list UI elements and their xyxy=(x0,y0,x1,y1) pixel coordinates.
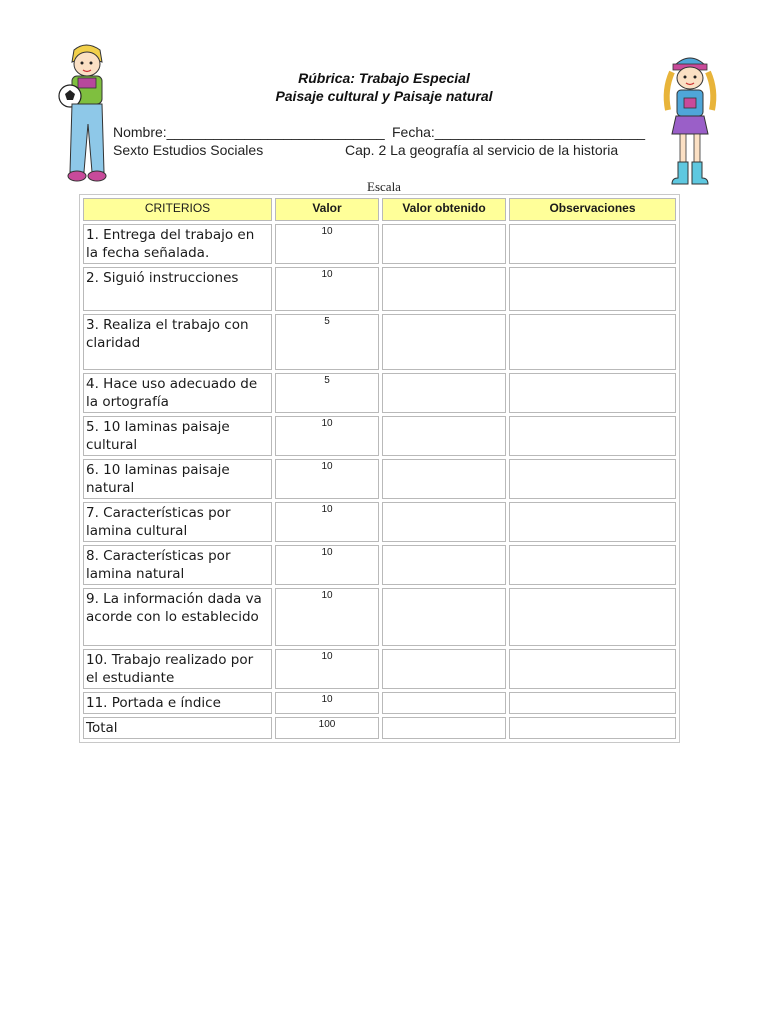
observaciones-cell[interactable] xyxy=(509,545,676,585)
valor-cell: 10 xyxy=(275,588,379,646)
valor-cell: 10 xyxy=(275,502,379,542)
valor-obtenido-cell[interactable] xyxy=(382,416,506,456)
valor-obtenido-cell[interactable] xyxy=(382,314,506,370)
table-header-row xyxy=(83,198,676,221)
valor-obtenido-cell[interactable] xyxy=(382,502,506,542)
observaciones-cell[interactable] xyxy=(509,717,676,739)
document-subtitle: Paisaje cultural y Paisaje natural xyxy=(275,88,493,104)
valor-cell: 5 xyxy=(275,373,379,413)
observaciones-cell[interactable] xyxy=(509,314,676,370)
criterio-cell: Total xyxy=(83,717,272,739)
observaciones-cell[interactable] xyxy=(509,692,676,714)
valor-cell: 10 xyxy=(275,459,379,499)
criterio-cell: 1. Entrega del trabajo en la fecha señalada. xyxy=(83,224,272,264)
observaciones-cell[interactable] xyxy=(509,459,676,499)
grade-label: Sexto Estudios Sociales xyxy=(113,142,264,158)
fecha-field-label: Fecha:___________________________ xyxy=(392,124,646,140)
observaciones-cell[interactable] xyxy=(509,267,676,311)
criterio-cell: 4. Hace uso adecuado de la ortografía xyxy=(83,373,272,413)
valor-cell: 100 xyxy=(275,717,379,739)
valor-obtenido-cell[interactable] xyxy=(382,717,506,739)
document-title: Rúbrica: Trabajo Especial xyxy=(298,70,470,86)
valor-cell: 10 xyxy=(275,416,379,456)
valor-obtenido-cell[interactable] xyxy=(382,545,506,585)
table-row xyxy=(83,459,676,499)
valor-cell: 10 xyxy=(275,545,379,585)
criterio-cell: 3. Realiza el trabajo con claridad xyxy=(83,314,272,370)
valor-obtenido-cell[interactable] xyxy=(382,373,506,413)
table-row xyxy=(83,314,676,370)
criterio-cell: 8. Características por lamina natural xyxy=(83,545,272,585)
observaciones-cell[interactable] xyxy=(509,416,676,456)
valor-obtenido-cell[interactable] xyxy=(382,459,506,499)
valor-obtenido-cell[interactable] xyxy=(382,267,506,311)
criterio-cell: 10. Trabajo realizado por el estudiante xyxy=(83,649,272,689)
table-row xyxy=(83,692,676,714)
nombre-field-label: Nombre:____________________________ xyxy=(113,124,385,140)
table-row xyxy=(83,502,676,542)
scale-label: Escala xyxy=(367,179,401,194)
valor-cell: 5 xyxy=(275,314,379,370)
valor-cell: 10 xyxy=(275,224,379,264)
header-criterios: CRITERIOS xyxy=(83,198,272,221)
table-row xyxy=(83,224,676,264)
valor-cell: 10 xyxy=(275,692,379,714)
observaciones-cell[interactable] xyxy=(509,224,676,264)
header-valor-obtenido: Valor obtenido xyxy=(382,198,506,221)
valor-obtenido-cell[interactable] xyxy=(382,692,506,714)
valor-obtenido-cell[interactable] xyxy=(382,224,506,264)
valor-cell: 10 xyxy=(275,267,379,311)
observaciones-cell[interactable] xyxy=(509,373,676,413)
observaciones-cell[interactable] xyxy=(509,588,676,646)
table-row xyxy=(83,588,676,646)
valor-obtenido-cell[interactable] xyxy=(382,649,506,689)
valor-obtenido-cell[interactable] xyxy=(382,588,506,646)
header-valor: Valor xyxy=(275,198,379,221)
criterio-cell: 11. Portada e índice xyxy=(83,692,272,714)
criterio-cell: 7. Características por lamina cultural xyxy=(83,502,272,542)
table-row xyxy=(83,267,676,311)
observaciones-cell[interactable] xyxy=(509,502,676,542)
table-row xyxy=(83,373,676,413)
criterio-cell: 5. 10 laminas paisaje cultural xyxy=(83,416,272,456)
criterio-cell: 2. Siguió instrucciones xyxy=(83,267,272,311)
table-row-total xyxy=(83,717,676,739)
criterio-cell: 9. La información dada va acorde con lo establecido xyxy=(83,588,272,646)
valor-cell: 10 xyxy=(275,649,379,689)
chapter-label: Cap. 2 La geografía al servicio de la historia xyxy=(345,142,619,158)
observaciones-cell[interactable] xyxy=(509,649,676,689)
table-row xyxy=(83,416,676,456)
header-observaciones: Observaciones xyxy=(509,198,676,221)
table-row xyxy=(83,545,676,585)
criterio-cell: 6. 10 laminas paisaje natural xyxy=(83,459,272,499)
boy-soccer-clipart xyxy=(56,42,114,186)
table-row xyxy=(83,649,676,689)
rubric-table xyxy=(79,194,680,743)
